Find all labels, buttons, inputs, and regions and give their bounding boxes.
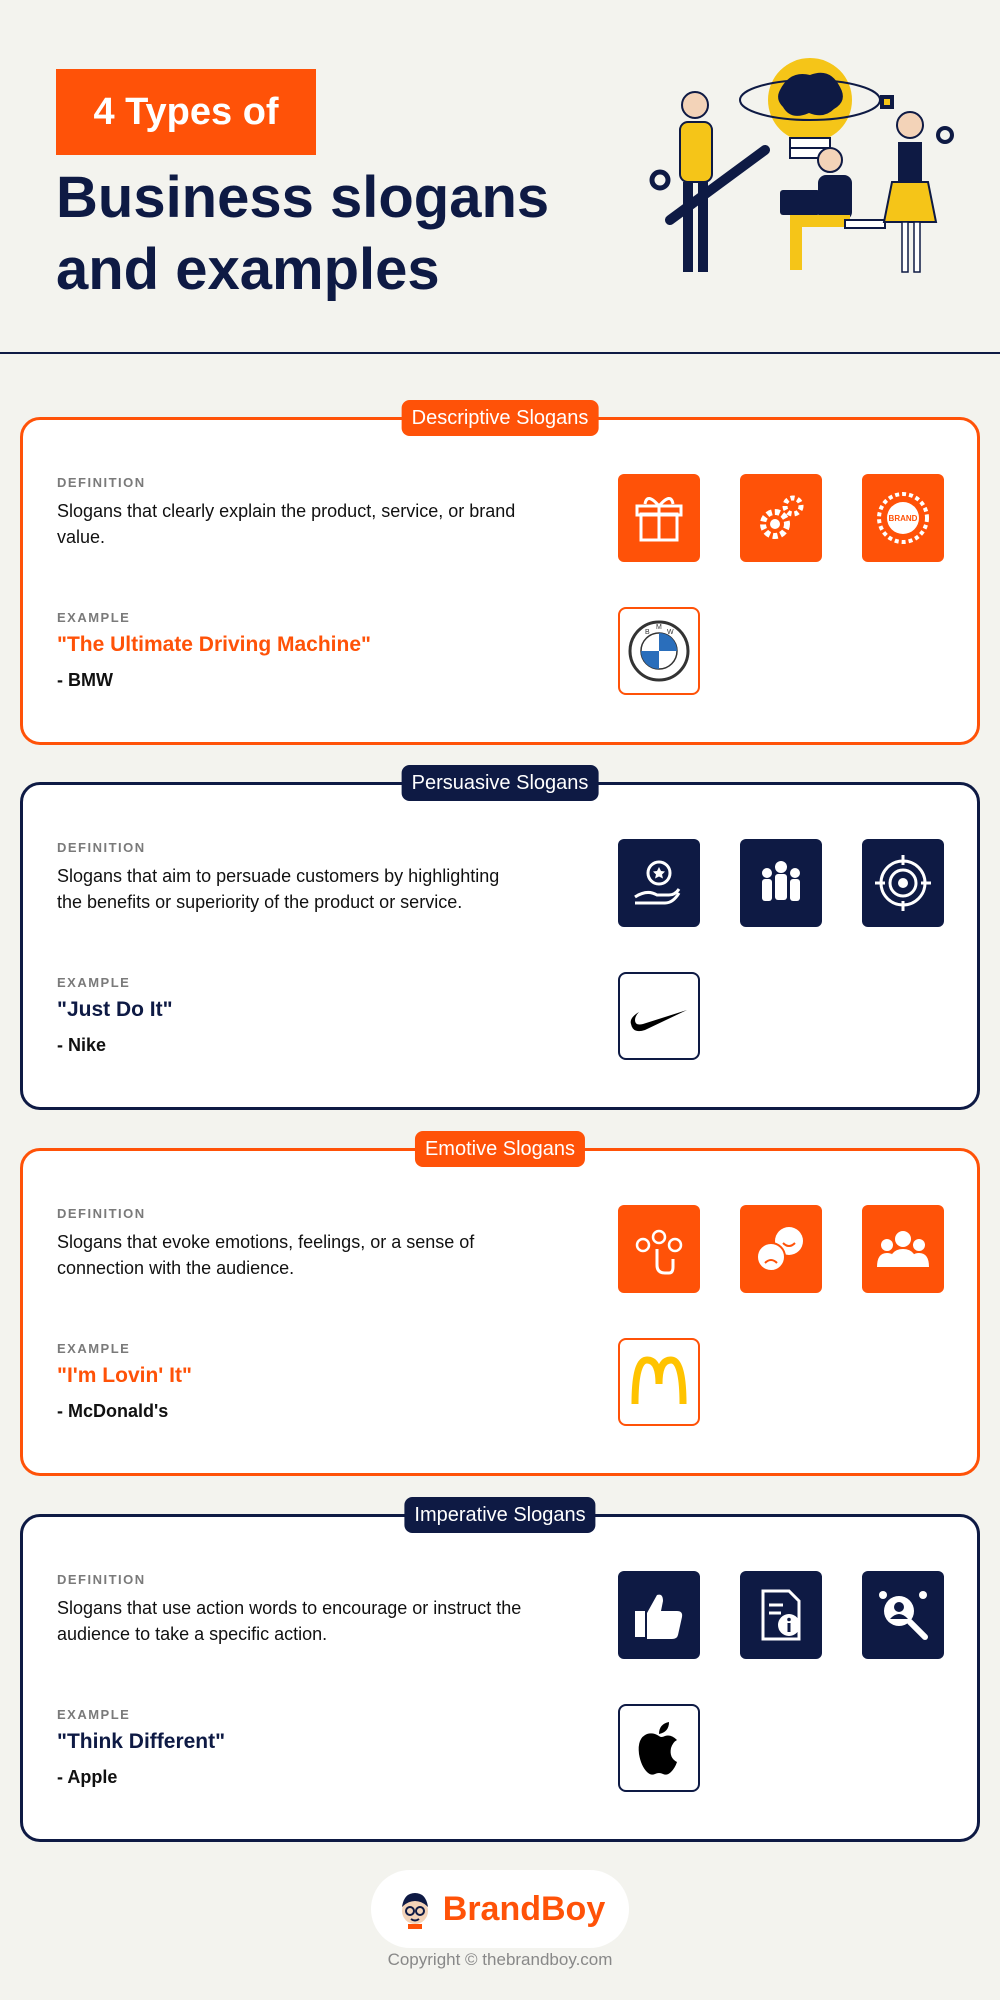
section-card-imperative [20,1503,980,1842]
copyright-text: Copyright © thebrandboy.com [387,1950,613,1969]
example-slogan: "I'm Lovin' It" [57,1364,192,1387]
community-icon [862,1205,944,1293]
example-slogan: "Just Do It" [57,998,173,1021]
bmw-letter-b: B [645,629,650,636]
title-line-2: and examples [56,237,440,302]
award-hand-icon [618,839,700,927]
happy-sad-faces-icon [740,1205,822,1293]
gift-box-icon [618,474,700,562]
example-heading: EXAMPLE [57,1707,131,1722]
header-tag: 4 Types of [56,69,316,155]
definition-heading: DEFINITION [57,475,146,490]
emotion-select-icon [618,1205,700,1293]
example-brand: - Nike [57,1035,107,1055]
section-label: Persuasive Slogans [402,765,599,801]
apple-logo [618,1704,700,1792]
gears-icon [740,474,822,562]
team-icon [740,839,822,927]
bmw-logo [618,607,700,695]
definition-text: Slogans that use action words to encourage or instruct the audience to take a specific action. [57,1598,522,1644]
definition-heading: DEFINITION [57,1206,146,1221]
brandboy-mascot-icon [395,1889,435,1929]
section-label: Descriptive Slogans [402,400,599,436]
brand-logo-pill [371,1870,629,1948]
section-label: Imperative Slogans [404,1497,595,1533]
badge-text: BRAND [888,514,918,523]
footer-brand-name: BrandBoy [442,1889,606,1928]
mcdonalds-logo [618,1338,700,1426]
title-line-1: Business slogans [56,165,550,230]
nike-logo [618,972,700,1060]
thumbs-up-icon [618,1571,700,1659]
section-card-emotive [20,1137,980,1476]
example-brand: - BMW [57,670,113,690]
example-heading: EXAMPLE [57,610,131,625]
definition-heading: DEFINITION [57,840,146,855]
example-brand: - Apple [57,1767,118,1787]
definition-heading: DEFINITION [57,1572,146,1587]
definition-text: Slogans that clearly explain the product, service, or brand value. [57,501,516,547]
page-title [56,162,616,306]
header [0,0,1000,352]
section-card-descriptive [20,406,980,745]
section-card-persuasive [20,771,980,1110]
example-heading: EXAMPLE [57,975,131,990]
target-icon [862,839,944,927]
bmw-letter-w: W [667,629,674,636]
definition-text: Slogans that aim to persuade customers by highlighting the benefits or superiority of the product or service. [57,866,500,912]
bmw-letter-m: M [656,624,662,631]
section-label: Emotive Slogans [415,1131,585,1167]
user-search-icon [862,1571,944,1659]
header-divider [0,352,1000,354]
example-brand: - McDonald's [57,1401,169,1421]
example-slogan: "The Ultimate Driving Machine" [57,633,371,656]
example-heading: EXAMPLE [57,1341,131,1356]
definition-text: Slogans that evoke emotions, feelings, or a sense of connection with the audience. [57,1232,475,1278]
info-document-icon [740,1571,822,1659]
brand-badge-icon [862,474,944,562]
team-brainstorm-illustration [640,50,970,310]
example-slogan: "Think Different" [57,1730,226,1753]
